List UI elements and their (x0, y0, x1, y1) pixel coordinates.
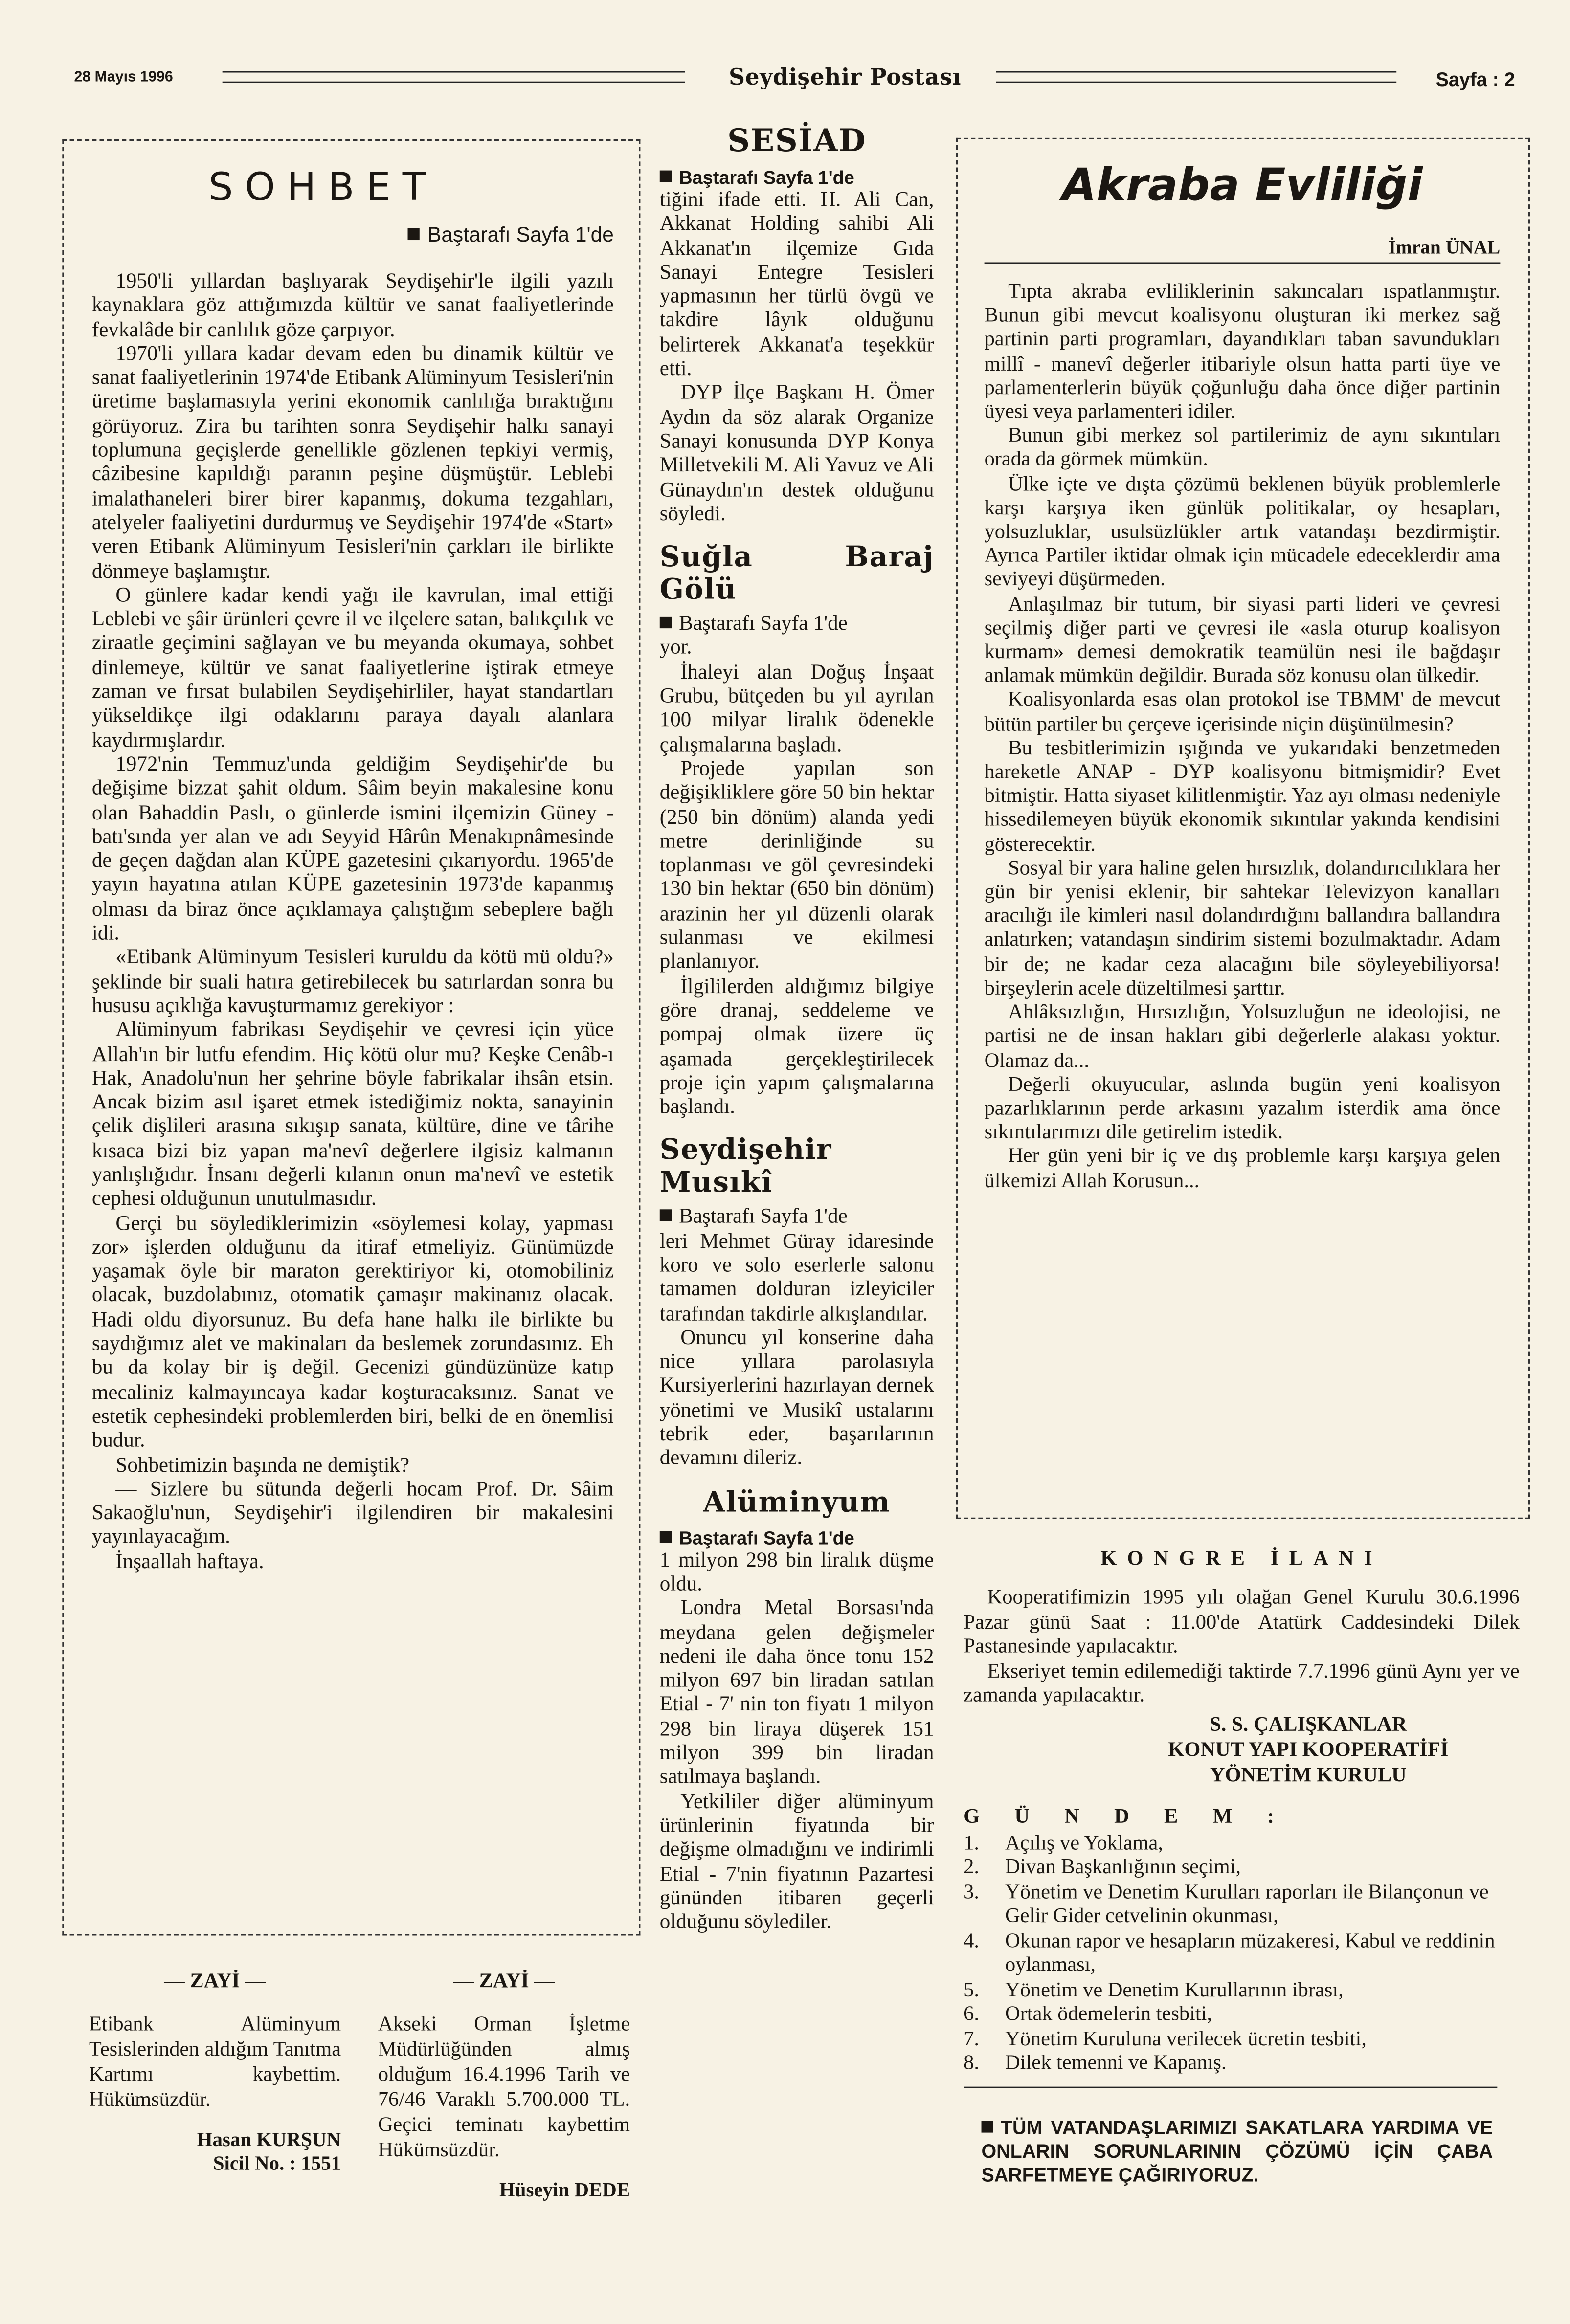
paragraph: Her gün yeni bir iç ve dış problemle karşı karşıya gelen ülkemizi Allah Korusun... (984, 1146, 1501, 1193)
gundem-title: G Ü N D E M : (964, 1806, 1289, 1828)
agenda-item-number: 6. (964, 2003, 979, 2026)
zayi-notice-1 (89, 1971, 341, 2175)
paragraph: yor. (659, 636, 692, 661)
paragraph: Sosyal bir yara haline gelen hırsızlık, dolandırıcılıklara her gün bir yenisi eklenir, bir sahtekar Televizyon kanalları aracılığı ile kimleri nasıl dolandırdığını ballandıra ballandıra anlatırken; vatandaşın sindirim sistemi bozulmaktadır. Adam bir de; ne kadar ceza alacağını bile söyleyebiliyorsa! birşeylerin acele düzeltilmesi şarttır. (984, 858, 1501, 1000)
page-number: Sayfa : 2 (1435, 68, 1515, 90)
signature-line: KONUT YAPI KOOPERATİFİ (1168, 1739, 1449, 1762)
paragraph: 1 milyon 298 bin liralık düşme oldu. (659, 1548, 934, 1596)
agenda-item-text: Yönetim ve Denetim Kurulları raporları ile Bilançonun ve Gelir Gider cetvelinin okunması, (1005, 1881, 1489, 1928)
agenda-item (964, 2028, 1520, 2053)
agenda-item-text: Divan Başkanlığının seçimi, (1005, 1857, 1241, 1880)
public-notice: TÜM VATANDAŞLARIMIZI SAKATLARA YARDIMA VE ONLARIN SORUNLARININ ÇÖZÜMÜ İÇİN ÇABA SARFETMEYE ÇAĞIRIYORUZ. (981, 2116, 1493, 2186)
bullet-square-icon (408, 228, 420, 240)
agenda-item (964, 2053, 1520, 2077)
agenda-item (964, 1979, 1520, 2004)
agenda-item-number: 7. (964, 2028, 979, 2051)
agenda-item-text: Okunan rapor ve hesapların müzakeresi, Kabul ve reddinin oylanması, (1005, 1930, 1495, 1977)
bullet-square-icon (660, 1210, 672, 1221)
masthead-rule-right (996, 71, 1396, 83)
zayi-heading: — ZAYİ — (164, 1971, 266, 1993)
bullet-square-icon (660, 1530, 672, 1542)
agenda-item (964, 1930, 1520, 1979)
continued-from: Baştarafı Sayfa 1'de (660, 168, 934, 188)
article-body (92, 270, 614, 1574)
musiki-title: Seydişehir Musıkî (659, 1134, 832, 1200)
author-byline: İmran ÜNAL (985, 236, 1501, 264)
paragraph: İhaleyi alan Doğuş İnşaat Grubu, bütçeden bu yıl ayrılan 100 milyar liralık ödenekle çalışmalarına başladı. (659, 661, 934, 757)
agenda-item-text: Yönetim ve Denetim Kurullarının ibrası, (1005, 1979, 1344, 2002)
paragraph: Sohbetimizin başında ne demiştik? (115, 1453, 410, 1477)
sohbet-article (92, 166, 614, 1574)
zayi-heading: — ZAYİ — (453, 1971, 555, 1993)
paragraph: DYP İlçe Başkanı H. Ömer Aydın da söz alarak Organize Sanayi konusunda DYP Konya Milletvekili M. Ali Yavuz ve Ali Günaydın'ın destek olduğunu söyledi. (659, 381, 934, 526)
paragraph: Ahlâksızlığın, Hırsızlığın, Yolsuzluğun ne ideolojisi, ne partisi ne de insan hakları gibi değerlerle alakası yoktur. Olamaz da... (984, 1002, 1501, 1072)
continued-from: Baştarafı Sayfa 1'de (660, 612, 934, 636)
paragraph: Tıpta akraba evliliklerinin sakıncaları ıspatlanmıştır. Bunun gibi mevcut koalisyonu oluşturan iki merkez sağ partinin parti programları, dayandıkları taban savundukları millî - manevî değerler itibariyle olsun hatta parti üye ve parlamenterlerin büyük çoğunluğu daha önce diğer partinin üyesi veya parlamenteri idiler. (984, 281, 1501, 424)
newspaper-title: Seydişehir Postası (729, 64, 962, 90)
article-body (985, 282, 1501, 1194)
notice-title: KONGRE İLANI (1100, 1549, 1383, 1571)
zayi-notice-2 (378, 1971, 630, 2202)
article-title: Akraba Evliliği (1062, 160, 1423, 212)
agenda-item (964, 1857, 1520, 1881)
agenda-item (964, 1833, 1520, 1857)
paragraph: Projede yapılan son değişikliklere göre 50 bin hektar (250 bin dönüm) alanda yedi metre derinliğinde su toplanması ve göl çevresindeki 130 bin hektar (650 bin dönüm) arazinin her yıl düzenli olarak sulanması ve ekilmesi planlanıyor. (659, 757, 934, 974)
paragraph: Alüminyum fabrikası Seydişehir ve çevresi için yüce Allah'ın bir lutfu efendim. Hiç kötü olur mu? Keşke Cenâb-ı Hak, Anadolu'nun her şehrine böyle fabrikalar ihsân etsin. Ancak bizim asıl işaret etmek istediğimiz nokta, sanayinin çelik dişlileri arasına sıkışıp sanata, kültüre, dine ve târihe kısaca bizi biz yapan ma'nevî değerlere ilgisiz kalmanın yanlışlığıdır. İnsanı değerli kılanın onun ma'nevî ve estetik cephesi olduğunun unutulmasıdır. (91, 1018, 614, 1212)
middle-column (660, 122, 934, 1935)
paragraph: tiğini ifade etti. H. Ali Can, Akkanat Holding sahibi Ali Akkanat'ın ilçemize Gıda Sanayi Entegre Tesisleri yapmasının her türlü övgü ve takdire lâyık olduğunu belirterek Akkanat'a teşekkür etti. (659, 188, 934, 381)
article-title: SOHBET (208, 166, 438, 211)
paragraph: Ülke içte ve dışta çözümü beklenen büyük problemlerle karşı karşıya iken günlük politikalar, oy hesapları, yolsuzluklar, usulsüzlükler artık vatandaşı bezdirmiştir. Ayrıca Partiler iktidar olmak için mücadele edeceklerdir ama seviyeyi düşürmeden. (984, 473, 1501, 592)
paragraph: Londra Metal Borsası'nda meydana gelen değişmeler nedeni ile daha önce tonu 152 milyon 697 bin liradan satılan Etial - 7' nin ton fiyatı 1 milyon 298 bin liraya düşerek 151 milyon 399 bin liradan satılmaya başlandı. (659, 1596, 934, 1790)
agenda-item-number: 5. (964, 1979, 979, 2002)
paragraph: «Etibank Alüminyum Tesisleri kuruldu da kötü mü oldu?» şeklinde bir suali hatıra getirebilecek bu satırlardan sonra bu hususu açıklığa kavuşturmamız gerekiyor : (91, 946, 614, 1018)
agenda-list (964, 1833, 1520, 2077)
paragraph: Yetkililer diğer alüminyum ürünlerinin fiyatında bir değişme olmadığını ve indirimli Etial - 7'nin fiyatının Pazartesi gününden itibaren geçerli olduğunu söylediler. (659, 1790, 934, 1934)
signature-block (1097, 1712, 1520, 1788)
agenda-item-text: Açılış ve Yoklama, (1005, 1832, 1164, 1855)
continued-from: Baştarafı Sayfa 1'de (660, 1205, 934, 1229)
divider (964, 2086, 1497, 2087)
paragraph: Değerli okuyucular, aslında bugün yeni koalisyon pazarlıklarının perde arkasını yazalım isterdik ama önce sıkıntılarımızı dile getirelim istedik. (984, 1074, 1501, 1145)
paragraph: 1970'li yıllara kadar devam eden bu dinamik kültür ve sanat faaliyetlerinin 1974'de Etibank Alüminyum Tesisleri'nin üretime başlamasıyla yerini ekonomik canlılığa bıraktığını görüyoruz. Zira bu tarihten sonra Seydişehir halkı sanayi toplumuna geçişlerde genellikle gözlenen tepkiyi vermiş, câzibesine kapıldığı paranın peşine düşmüştür. Leblebi imalathaneleri birer birer kapanmış, dokuma tezgahları, atelyeler faaliyetini durdurmuş ve Seydişehir 1974'de «Start» veren Etibank Alüminyum Tesisleri'nin çarkları ile birlikte dönmeye başlamıştır. (91, 342, 614, 583)
agenda-item-text: Yönetim Kuruluna verilecek ücretin tesbiti, (1005, 2028, 1367, 2051)
bullet-square-icon (660, 617, 672, 628)
agenda-item-text: Ortak ödemelerin tesbiti, (1005, 2003, 1212, 2026)
agenda-item-number: 4. (964, 1930, 979, 1953)
agenda-item-number: 8. (964, 2052, 979, 2075)
zayi-name: Hasan KURŞUN (197, 2128, 341, 2150)
paragraph: 1950'li yıllardan başlıyarak Seydişehir'le ilgili yazılı kaynaklara göz attığımızda kültür ve sanat faaliyetlerinde fevkalâde bir canlılık göze çarpıyor. (91, 269, 614, 342)
agenda-item (964, 2004, 1520, 2028)
zayi-sicil: Sicil No. : 1551 (213, 2152, 341, 2174)
signature-line: YÖNETİM KURULU (1210, 1764, 1407, 1787)
zayi-text: Etibank Alüminyum Tesislerinden aldığım Tanıtma Kartımı kaybettim. Hükümsüzdür. (89, 2014, 341, 2112)
signature-line: S. S. ÇALIŞKANLAR (1210, 1714, 1407, 1736)
paragraph: Koalisyonlarda esas olan protokol ise TBMM' de mevcut bütün partiler bu çerçeve içerisinde niçin düşünülmesin? (984, 689, 1501, 736)
aluminyum-title: Alüminyum (703, 1486, 891, 1519)
paragraph: Kooperatifimizin 1995 yılı olağan Genel Kurulu 30.6.1996 Pazar günü Saat : 11.00'de Atatürk Caddesindeki Dilek Pastanesinde yapılacaktır. (964, 1587, 1520, 1659)
paragraph: Onuncu yıl konserine daha nice yıllara parolasıyla Kursiyerlerini hazırlayan dernek yönetimi ve Musikî ustalarını tebrik eder, başarılarının devamını dileriz. (659, 1326, 934, 1471)
agenda-item-text: Dilek temenni ve Kapanış. (1005, 2052, 1227, 2075)
paragraph: — Sizlere bu sütunda değerli hocam Prof. Dr. Sâim Sakaoğlu'nun, Seydişehir'i ilgilendiren bir makalesini yayınlayacağım. (91, 1477, 614, 1549)
sesiad-title: SESİAD (727, 121, 867, 159)
agenda-item (964, 1881, 1520, 1930)
paragraph: Gerçi bu söylediklerimizin «söylemesi kolay, yapması zor» işlerden olduğunu da itiraf etmeliyiz. Günümüzde yaşamak öyle bir maraton gerektiriyor ki, otomobiliniz olacak, buzdolabınız, otomatik çamaşır makinanız olacak. Hadi oldu diyorsunuz. Bu defa hane halkı ile birlikte bu saydığımız alet ve makinaları da beslemek zorundasınız. Eh bu da kolay bir iş değil. Gecenizi gündüzünüze katıp mecaliniz kalmayıncaya kadar koşturacaksınız. Sanat ve estetik cephesindeki problemlerden biri, belki de en önemlisi budur. (91, 1212, 614, 1453)
paragraph: İlgililerden aldığımız bilgiye göre dranaj, seddeleme ve pompaj olmak üzere üç aşamada gerçekleştirilecek proje için yapım çalışmalarına başlandı. (659, 974, 934, 1119)
notice-body (964, 1587, 1520, 1709)
paragraph: leri Mehmet Güray idaresinde koro ve solo eserlerle salonu tamamen dolduran izleyiciler tarafından takdirle alkışlandılar. (659, 1229, 934, 1326)
masthead-rule-left (223, 71, 685, 83)
paragraph: Ekseriyet temin edilemediği taktirde 7.7.1996 günü Aynı yer ve zamanda yapılacaktır. (964, 1660, 1520, 1707)
agenda-item-number: 3. (964, 1881, 979, 1904)
agenda-item-number: 1. (964, 1832, 979, 1855)
sugla-title: Suğla Baraj Gölü (659, 541, 934, 607)
agenda-item-number: 2. (964, 1857, 979, 1880)
paragraph: Bunun gibi merkez sol partilerimiz de aynı sıkıntıları orada da görmek mümkün. (984, 425, 1501, 472)
kongre-ilani (964, 1549, 1520, 2087)
zayi-text: Akseki Orman İşletme Müdürlüğünden almış olduğum 16.4.1996 Tarih ve 76/46 Varaklı 5.700.000 TL. Geçici teminatı kaybettim Hükümsüzdür. (378, 2014, 630, 2163)
continued-from: Baştarafı Sayfa 1'de (660, 1527, 934, 1548)
continued-from: Baştarafı Sayfa 1'de (92, 222, 614, 246)
bullet-square-icon (982, 2121, 993, 2132)
paragraph: Bu tesbitlerimizin ışığında ve yukarıdaki benzetmeden hareketle ANAP - DYP koalisyonu bitmişmidir? Evet bitmiştir. Hatta siyaset kilitlenmiştir. Yaz ayı olması nedeniyle hissedilemeyen büyük ekonomik sıkıntılar yakında kendisini gösterecektir. (984, 738, 1501, 856)
bullet-square-icon (660, 171, 672, 182)
paragraph: Anlaşılmaz bir tutum, bir siyasi parti lideri ve çevresi seçilmiş diğer parti ve çevresi ile «asla oturup koalisyon kurmam» demesi demokratik teamülün nesi ile bağdaşır anlamak mümkün değildir. Burada söz konusu olan ülkedir. (984, 594, 1501, 688)
paragraph: 1972'nin Temmuz'unda geldiğim Seydişehir'de bu değişime bizzat şahit oldum. Sâim beyin makalesine konu olan Bahaddin Paslı, o günlerde ismini ilçemizin Güney - batı'sında yer alan ve adı Seyyid Hârûn Menakıpnâmesinde de geçen dağdan alan KÜPE gazetesini çıkarıyordu. 1965'de yayın hayatına atılan KÜPE gazetesinin 1973'de kapanmış olması da biraz önce açıklamaya çalıştığım sebeplere bağlı idi. (91, 753, 614, 946)
issue-date: 28 Mayıs 1996 (74, 69, 173, 86)
paragraph: İnşaallah haftaya. (115, 1549, 264, 1574)
paragraph: O günlere kadar kendi yağı ile kavrulan, imal ettiği Leblebi ve şâir ürünleri çevre il ve ilçelere satan, balıkçılık ve ziraatle geçimini sağlayan ve bu meyanda okumaya, sohbet dinlemeye, kültür ve sanat faaliyetlerine iştirak etmeye zaman ve fırsat bulabilen Seydişehirliler, hayat standartları yükseldikçe ilgi odaklarını paraya dayalı alanlara kaydırmışlardır. (91, 583, 614, 753)
zayi-name: Hüseyin DEDE (499, 2178, 630, 2201)
akraba-article (985, 160, 1501, 1194)
masthead (74, 59, 1515, 104)
